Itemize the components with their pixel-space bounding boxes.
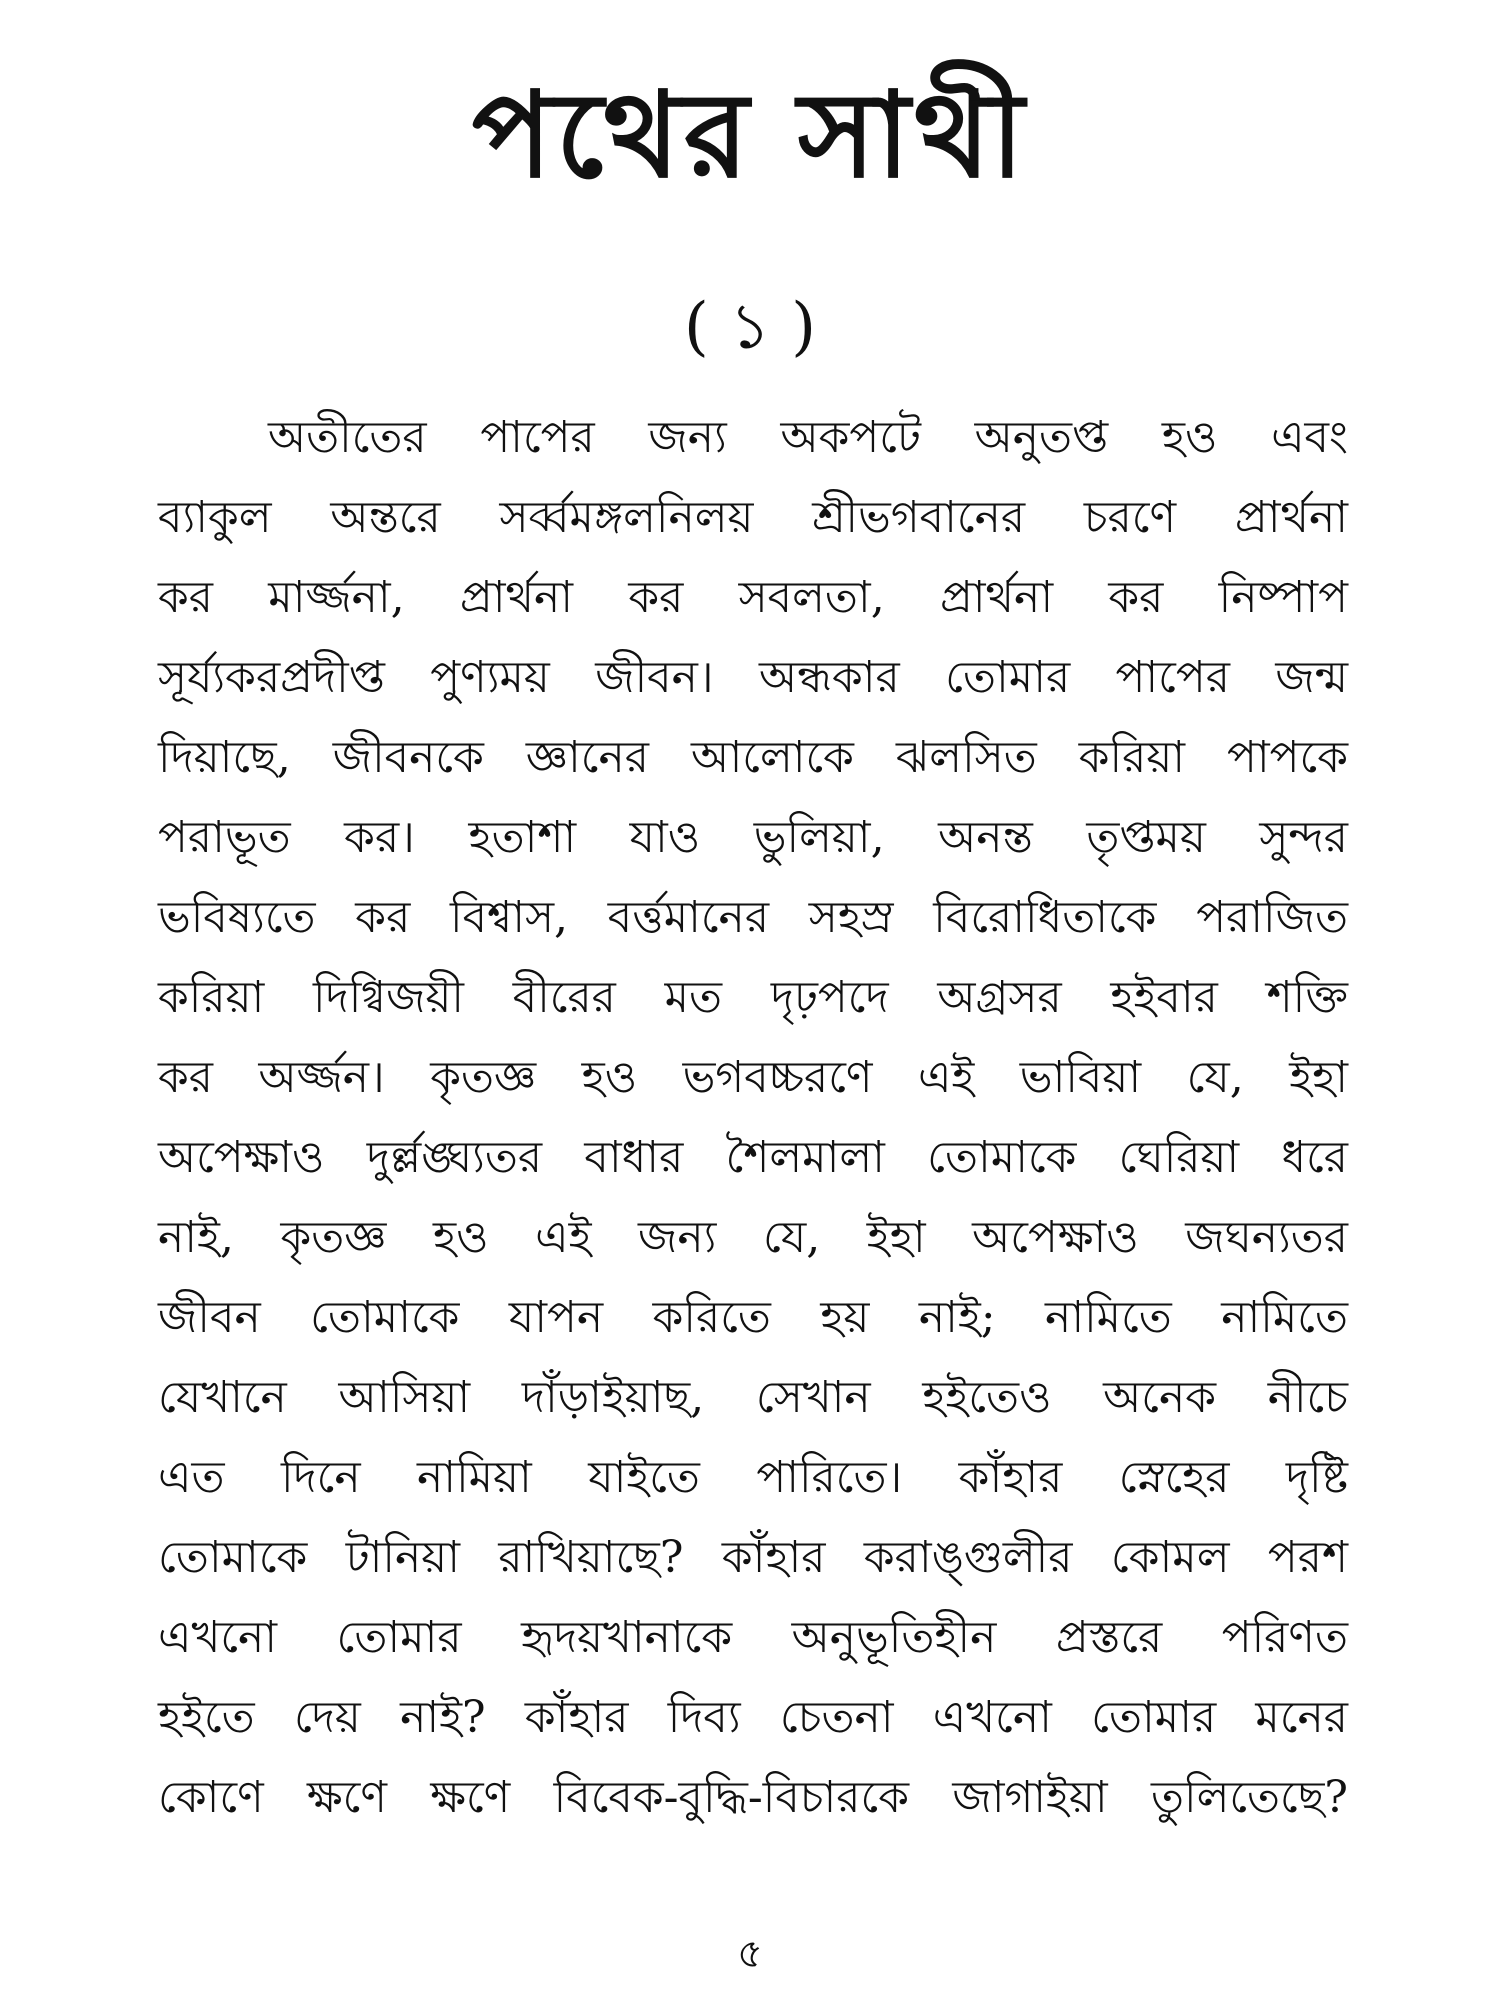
text-line: এত দিনে নামিয়া যাইতে পারিতে। কাঁহার স্নেহের দৃষ্টি [158, 1452, 1348, 1503]
page-number: ৫ [737, 1931, 763, 1977]
text-line: অতীতের পাপের জন্য অকপটে অনুতপ্ত হও এবং [268, 412, 1348, 463]
text-line: কর অর্জ্জন। কৃতজ্ঞ হও ভগবচ্চরণে এই ভাবিয়া যে, ইহা [158, 1052, 1348, 1103]
page-title: পথের সাথী [471, 65, 1029, 204]
text-line: নাই, কৃতজ্ঞ হও এই জন্য যে, ইহা অপেক্ষাও জঘন্যতর [158, 1212, 1348, 1263]
chapter-marker: ( ১ ) [683, 290, 817, 364]
text-line: জীবন তোমাকে যাপন করিতে হয় নাই; নামিতে নামিতে [158, 1292, 1348, 1343]
text-line: ভবিষ্যতে কর বিশ্বাস, বর্ত্তমানের সহস্র বিরোধিতাকে পরাজিত [158, 892, 1348, 943]
text-line: করিয়া দিগ্বিজয়ী বীরের মত দৃঢ়পদে অগ্রসর হইবার শক্তি [158, 972, 1348, 1023]
text-line: ব্যাকুল অন্তরে সর্ব্বমঙ্গলনিলয় শ্রীভগবানের চরণে প্রার্থনা [158, 492, 1348, 543]
text-line: কোণে ক্ষণে ক্ষণে বিবেক-বুদ্ধি-বিচারকে জাগাইয়া তুলিতেছে? [158, 1772, 1348, 1823]
text-line: যেখানে আসিয়া দাঁড়াইয়াছ, সেখান হইতেও অনেক নীচে [158, 1372, 1348, 1423]
text-line: এখনো তোমার হৃদয়খানাকে অনুভূতিহীন প্রস্তরে পরিণত [158, 1612, 1348, 1663]
text-line: অপেক্ষাও দুর্ল্লঙ্ঘ্যতর বাধার শৈলমালা তোমাকে ঘেরিয়া ধরে [158, 1132, 1348, 1183]
text-line: কর মার্জ্জনা, প্রার্থনা কর সবলতা, প্রার্থনা কর নিষ্পাপ [158, 572, 1348, 623]
body-paragraph [158, 398, 1348, 1838]
text-line: হইতে দেয় নাই? কাঁহার দিব্য চেতনা এখনো তোমার মনের [158, 1692, 1348, 1743]
text-line: দিয়াছে, জীবনকে জ্ঞানের আলোকে ঝলসিত করিয়া পাপকে [158, 732, 1348, 783]
text-line: তোমাকে টানিয়া রাখিয়াছে? কাঁহার করাঙ্গুলীর কোমল পরশ [158, 1532, 1348, 1583]
text-line: সূর্য্যকরপ্রদীপ্ত পুণ্যময় জীবন। অন্ধকার তোমার পাপের জন্ম [158, 652, 1348, 703]
text-line: পরাভূত কর। হতাশা যাও ভুলিয়া, অনন্ত তৃপ্তময় সুন্দর [158, 812, 1348, 863]
